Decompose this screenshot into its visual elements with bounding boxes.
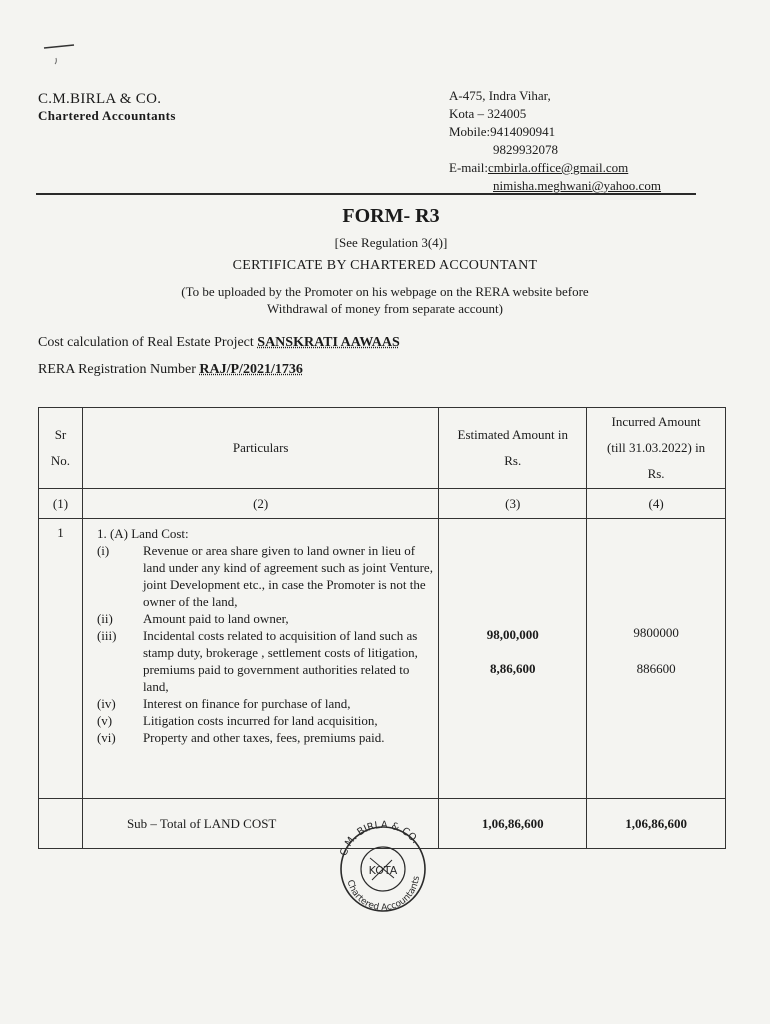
svg-text:Chartered Accountants: Chartered Accountants: [344, 875, 422, 914]
firm-address-block: [449, 87, 661, 195]
column-number-3: (3): [439, 489, 587, 519]
header-sr-line-1: Sr: [54, 427, 67, 442]
upload-note-line-1: (To be uploaded by the Promoter on his webpage on the RERA website before: [181, 284, 589, 299]
estimated-amount-ii: 98,00,000: [486, 627, 539, 642]
pen-mark: [42, 40, 82, 80]
list-item: [97, 542, 434, 610]
header-estimated-line-1: Estimated Amount in: [457, 427, 569, 442]
header-incurred-line-1: Incurred Amount: [611, 414, 701, 429]
row-sr-no: 1: [39, 519, 83, 799]
address-line-2: Kota – 324005: [449, 106, 527, 121]
row-estimated-amounts: [439, 519, 587, 799]
column-number-2: (2): [82, 489, 438, 519]
certificate-title: CERTIFICATE BY CHARTERED ACCOUNTANT: [232, 258, 538, 273]
header-particulars: Particulars: [82, 408, 438, 489]
incurred-amount-iii: 886600: [636, 661, 676, 676]
form-title: FORM- R3: [342, 205, 440, 227]
address-line-1: A-475, Indra Vihar,: [449, 88, 551, 103]
letterhead-divider: [36, 193, 696, 195]
header-estimated-line-2: Rs.: [504, 453, 522, 468]
header-incurred-line-2: (till 31.03.2022) in: [606, 440, 706, 455]
svg-text:C.M. BIRLA & CO.: C.M. BIRLA & CO.: [338, 819, 421, 858]
row-incurred-amounts: [587, 519, 726, 799]
email-label: E-mail:: [449, 160, 488, 175]
subtotal-estimated: 1,06,86,600: [439, 799, 587, 849]
upload-note-line-2: Withdrawal of money from separate account): [267, 301, 503, 316]
land-cost-heading: 1. (A) Land Cost:: [96, 526, 189, 541]
list-item: [97, 729, 434, 746]
table-header-row: [39, 408, 726, 489]
list-item: [97, 712, 434, 729]
header-incurred: [587, 408, 726, 489]
mobile-line-2: 9829932078: [493, 142, 558, 157]
project-label: Cost calculation of Real Estate Project: [38, 335, 254, 350]
email-link-1[interactable]: cmbirla.office@gmail.com: [488, 160, 629, 175]
rera-line: [38, 362, 303, 378]
email-link-2[interactable]: nimisha.meghwani@yahoo.com: [493, 178, 661, 193]
item-text: Amount paid to land owner,: [142, 611, 289, 626]
rera-number: RAJ/P/2021/1736: [199, 362, 303, 377]
project-line: [38, 335, 400, 351]
header-sr-line-2: No.: [50, 453, 71, 468]
item-text: Litigation costs incurred for land acquisition,: [142, 713, 378, 728]
subtotal-label: Sub – Total of LAND COST: [82, 799, 438, 849]
list-item: [97, 610, 434, 627]
regulation-reference: [See Regulation 3(4)]: [334, 235, 448, 250]
header-incurred-line-3: Rs.: [647, 466, 665, 481]
item-number: (vi): [96, 730, 116, 745]
email-line-1: [449, 159, 661, 177]
estimated-amount-iii: 8,86,600: [490, 661, 536, 676]
project-name: SANSKRATI AAWAAS: [257, 335, 400, 350]
mobile-line-1: Mobile:9414090941: [449, 124, 556, 139]
firm-seal-stamp: [328, 814, 438, 914]
column-number-row: [39, 489, 726, 519]
list-item: [97, 627, 434, 695]
item-text: Interest on finance for purchase of land,: [142, 696, 351, 711]
item-number: (ii): [96, 611, 113, 626]
item-number: (iv): [96, 696, 116, 711]
item-text: Incidental costs related to acquisition of land such as stamp duty, brokerage , settlement costs of litigation, premiums paid to government authorities related to land,: [142, 628, 418, 694]
column-number-1: (1): [39, 489, 83, 519]
firm-subtitle: Chartered Accountants: [38, 108, 176, 123]
incurred-amount-ii: 9800000: [633, 625, 679, 640]
item-text: Property and other taxes, fees, premiums paid.: [142, 730, 385, 745]
row-particulars: [82, 519, 438, 799]
item-number: (v): [96, 713, 113, 728]
cost-table: [38, 407, 726, 849]
rera-label: RERA Registration Number: [38, 362, 196, 377]
table-row-land-cost: [39, 519, 726, 799]
svg-text:KOTA: KOTA: [368, 864, 398, 877]
header-estimated: [439, 408, 587, 489]
item-number: (iii): [96, 628, 117, 643]
header-sr-no: [39, 408, 83, 489]
upload-note: [0, 283, 770, 317]
column-number-4: (4): [587, 489, 726, 519]
item-text: Revenue or area share given to land owner in lieu of land under any kind of agreement such as joint Venture, joint Development etc., in case the Promoter is not the owner of the land,: [142, 543, 433, 609]
subtotal-sr-cell: [39, 799, 83, 849]
subtotal-incurred: 1,06,86,600: [587, 799, 726, 849]
item-number: (i): [96, 543, 110, 558]
firm-name: C.M.BIRLA & CO.: [38, 91, 162, 107]
list-item: [97, 695, 434, 712]
